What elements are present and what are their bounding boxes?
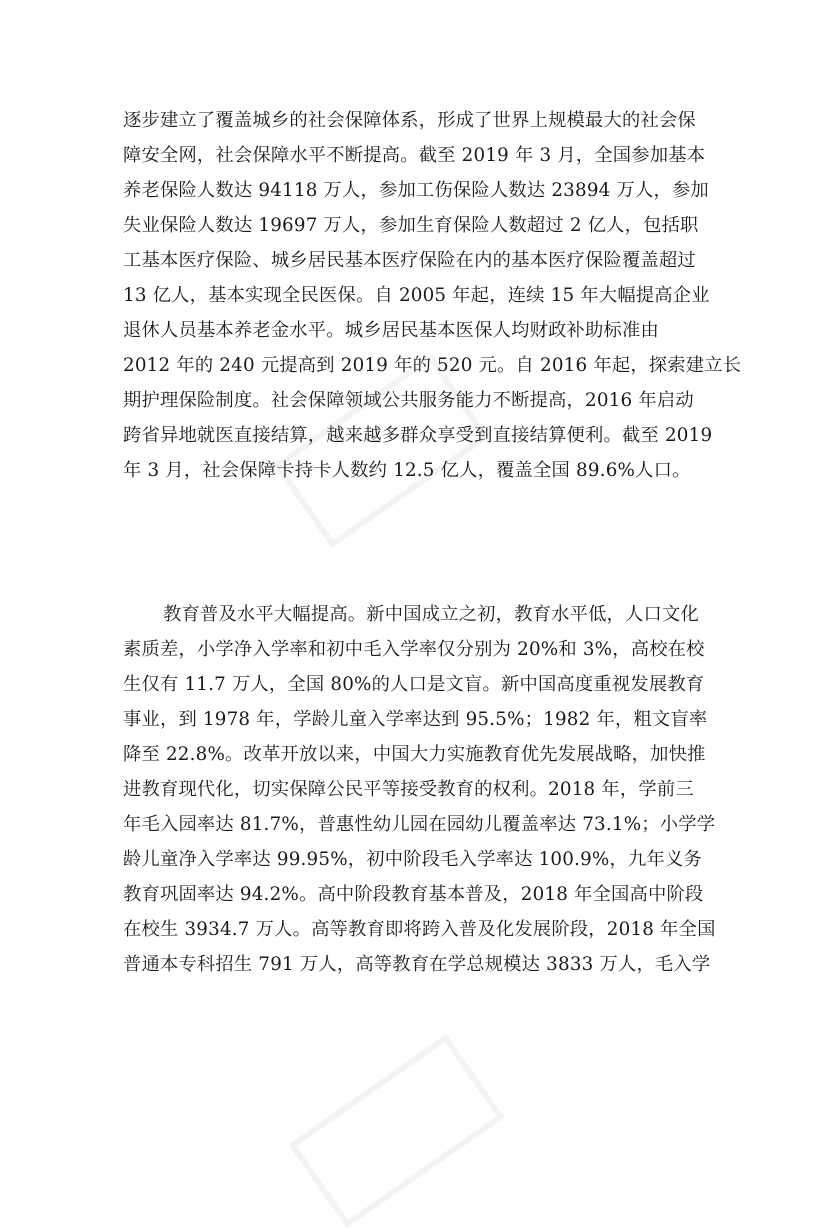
text-line: 龄儿童净入学率达 99.95%，初中阶段毛入学率达 100.9%，九年义务 [123,849,702,870]
text-line: 在校生 3934.7 万人。高等教育即将跨入普及化发展阶段，2018 年全国 [123,919,716,940]
text-line: 生仅有 11.7 万人，全国 80%的人口是文盲。新中国高度重视发展教育 [123,674,705,695]
text-line: 养老保险人数达 94118 万人，参加工伤保险人数达 23894 万人，参加 [123,180,709,201]
text-line: 教育普及水平大幅提高。新中国成立之初，教育水平低，人口文化 [163,604,699,625]
text-line: 年毛入园率达 81.7%，普惠性幼儿园在园幼儿覆盖率达 73.1%；小学学 [123,814,716,835]
text-line: 素质差，小学净入学率和初中毛入学率仅分别为 20%和 3%，高校在校 [123,639,705,660]
text-line: 障安全网，社会保障水平不断提高。截至 2019 年 3 月，全国参加基本 [123,145,706,166]
text-line: 工基本医疗保险、城乡居民基本医疗保险在内的基本医疗保险覆盖超过 [123,250,696,271]
text-line: 进教育现代化，切实保障公民平等接受教育的权利。2018 年，学前三 [123,779,694,800]
text-line: 2012 年的 240 元提高到 2019 年的 520 元。自 2016 年起，探索建立长 [123,355,742,376]
text-line: 失业保险人数达 19697 万人，参加生育保险人数超过 2 亿人，包括职 [123,215,699,236]
text-line: 普通本专科招生 791 万人，高等教育在学总规模达 3833 万人，毛入学 [123,954,711,975]
text-line: 期护理保险制度。社会保障领域公共服务能力不断提高，2016 年启动 [123,390,694,411]
text-line: 事业，到 1978 年，学龄儿童入学率达到 95.5%；1982 年，粗文盲率 [123,709,708,730]
watermark-stamp [288,1034,505,1228]
text-line: 逐步建立了覆盖城乡的社会保障体系，形成了世界上规模最大的社会保 [123,110,696,131]
text-line: 跨省异地就医直接结算，越来越多群众享受到直接结算便利。截至 2019 [123,425,713,446]
text-line: 退休人员基本养老金水平。城乡居民基本医保人均财政补助标准由 [123,320,659,341]
text-line: 降至 22.8%。改革开放以来，中国大力实施教育优先发展战略，加快推 [123,744,706,765]
text-line: 13 亿人，基本实现全民医保。自 2005 年起，连续 15 年大幅提高企业 [123,285,710,306]
text-line: 年 3 月，社会保障卡持卡人数约 12.5 亿人，覆盖全国 89.6%人口。 [123,460,691,481]
text-line: 教育巩固率达 94.2%。高中阶段教育基本普及，2018 年全国高中阶段 [123,884,704,905]
